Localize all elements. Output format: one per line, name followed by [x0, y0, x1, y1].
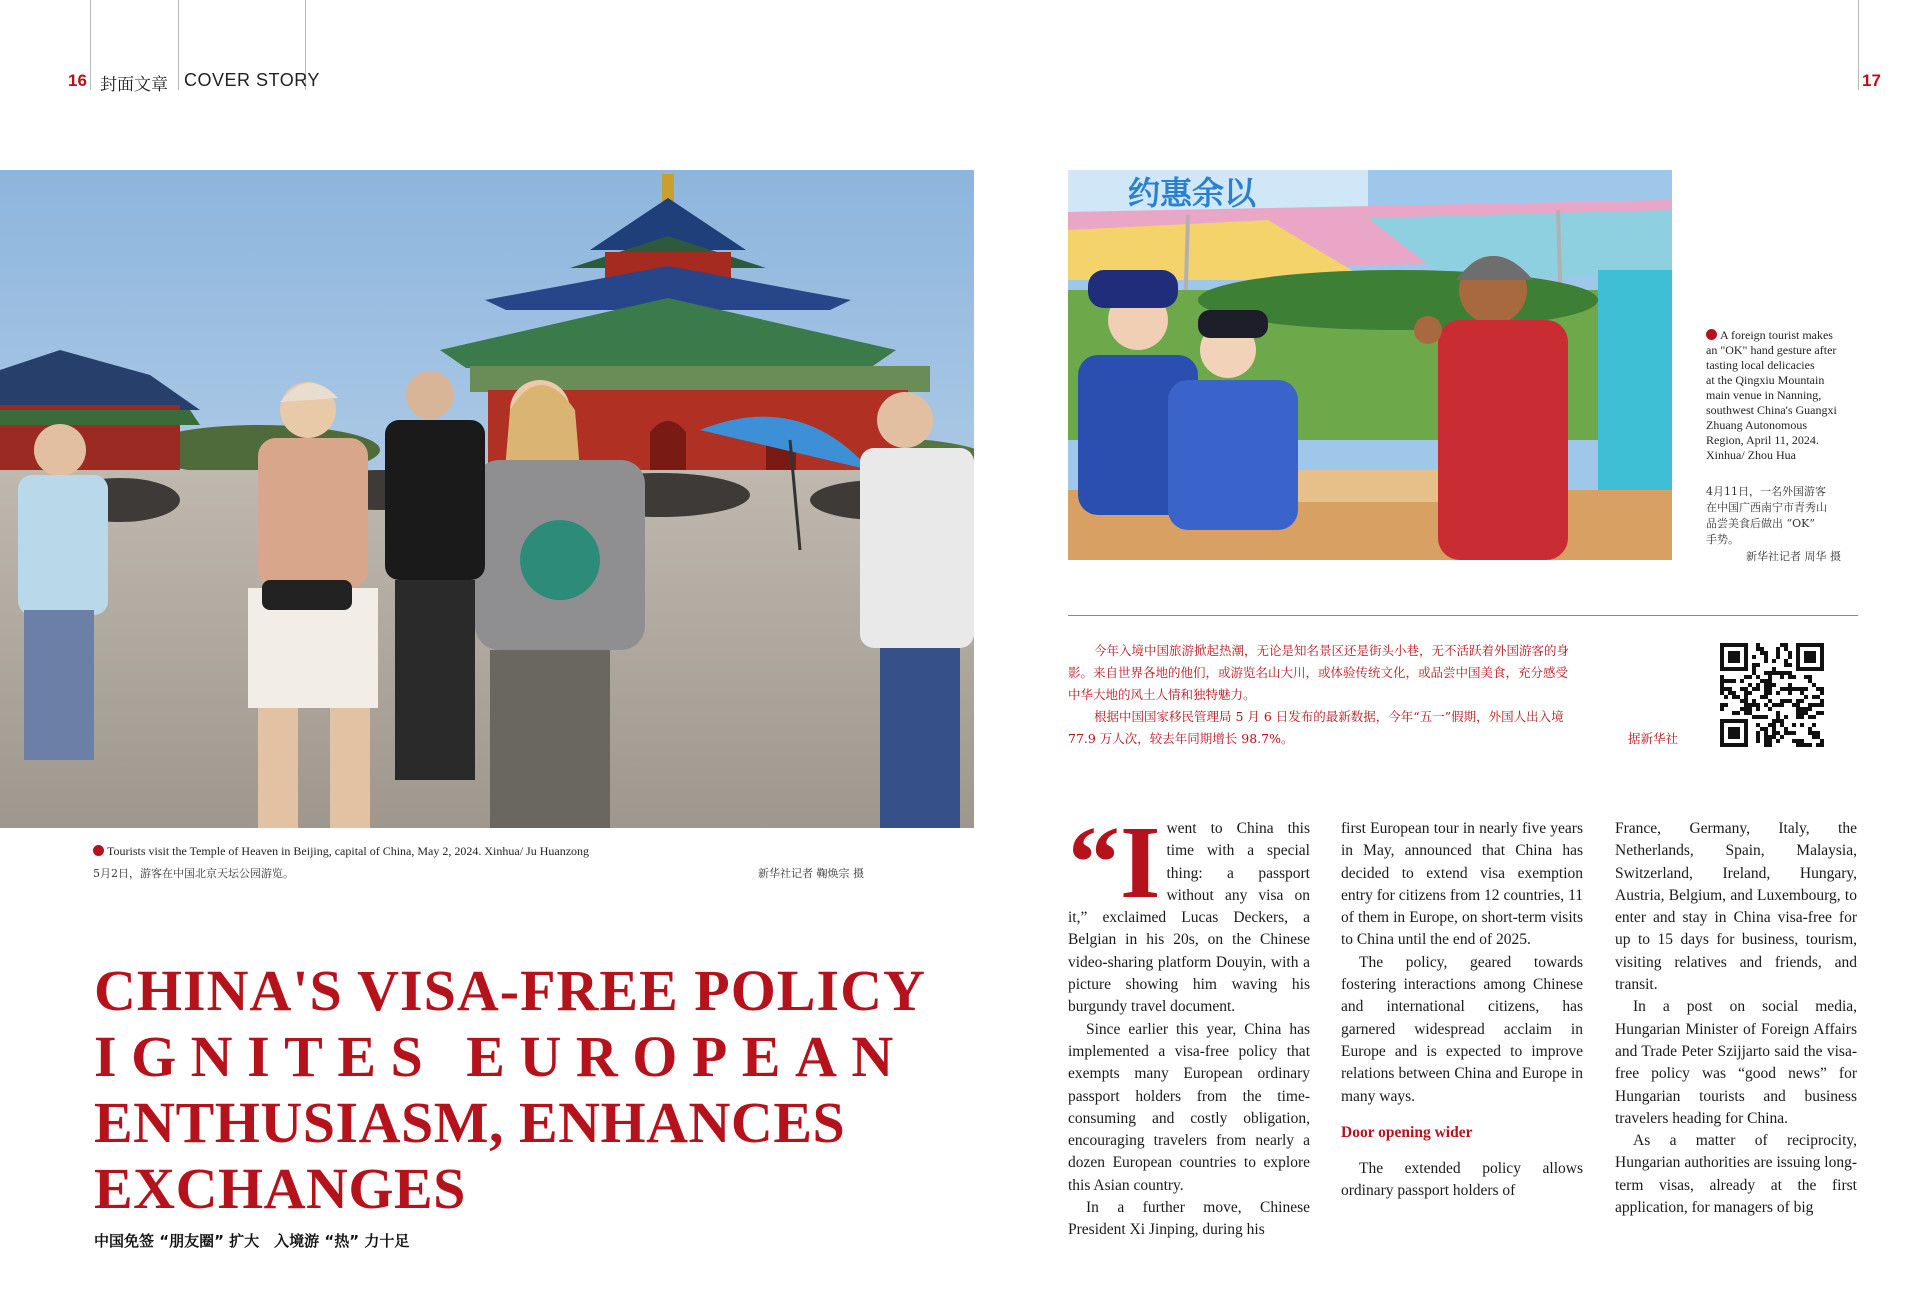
header-divider-page17	[1858, 0, 1859, 90]
article-col3-paragraph-3: As a matter of reciprocity, Hungarian authorities are issuing long-term visas, already at the first application, for managers of big	[1615, 1132, 1857, 1217]
right-caption-line-4: at the Qingxiu Mountain	[1706, 373, 1825, 387]
article-headline	[94, 958, 926, 1222]
left-page-number: 16	[68, 71, 87, 90]
photo-caption-bullet-icon	[93, 845, 104, 856]
intro-cn-line-5: 77.9 万人次，较去年同期增长 98.7%。 据新华社	[1068, 728, 1678, 750]
intro-cn-line-4: 根据中国国家移民管理局 5 月 6 日发布的最新数据，今年“五一”假期，外国人出入境	[1094, 709, 1564, 724]
intro-cn-line-3: 中华大地的风土人情和独特魅力。	[1068, 687, 1256, 702]
headline-line-4: EXCHANGES	[94, 1156, 466, 1221]
right-caption-cn-line-2: 在中国广西南宁市青秀山	[1706, 501, 1827, 514]
qr-code-icon	[1720, 643, 1824, 747]
article-col1-paragraph-3: In a further move, Chinese President Xi Jinping, during his	[1068, 1199, 1310, 1239]
right-caption-cn-line-3: 品尝美食后做出 “OK”	[1706, 517, 1815, 530]
right-caption-line-6: southwest China's Guangxi	[1706, 403, 1837, 417]
photo-caption-bullet-icon	[1706, 329, 1717, 340]
intro-cn-block	[1068, 640, 1678, 750]
drop-cap-quote: “	[1068, 805, 1120, 920]
qr-code[interactable]	[1720, 643, 1824, 747]
article-subtitle-cn: 中国免签 “朋友圈” 扩大 入境游 “热” 力十足	[94, 1232, 410, 1250]
article-col2-paragraph-3: The extended policy allows ordinary passport holders of	[1341, 1160, 1583, 1200]
market-sign-text: 约惠余以	[1128, 174, 1257, 212]
intro-cn-line-2: 影。来自世界各地的他们，或游览名山大川，或体验传统文化，或品尝中国美食，充分感受	[1068, 665, 1569, 680]
header-divider-mid	[178, 0, 179, 90]
right-page-number: 17	[1862, 71, 1881, 90]
right-caption-line-2: an "OK" hand gesture after	[1706, 343, 1837, 357]
right-caption-cn-line-1: 4月11日，一名外国游客	[1706, 485, 1826, 498]
right-caption-cn-line-4: 手势。	[1706, 533, 1739, 546]
drop-cap-letter: I	[1120, 805, 1161, 920]
headline-line-3: ENTHUSIASM, ENHANCES	[94, 1090, 846, 1155]
article-col2-paragraph-1: first European tour in nearly five years in May, announced that China has decided to extend visa exemption entry for citizens from 12 countries, 11 of them in Europe, on short-term visits to China until the end of 2025.	[1341, 820, 1583, 949]
right-caption-line-3: tasting local delicacies	[1706, 358, 1815, 372]
article-col3-paragraph-2: In a post on social media, Hungarian Minister of Foreign Affairs and Trade Peter Szijjarto said the visa-free policy was “good news” for Hungarian tourists and business travelers heading for China.	[1615, 998, 1857, 1127]
intro-divider	[1068, 615, 1858, 616]
section-title-cn: 封面文章	[100, 75, 168, 95]
right-caption-line-7: Zhuang Autonomous	[1706, 418, 1807, 432]
article-col3-paragraph-1: France, Germany, Italy, the Netherlands, Spain, Malaysia, Switzerland, Ireland, Hungary, Austria, Belgium, and Luxembourg, to enter and stay in China visa-free for up to 15 days for business, tourism, visiting relatives and friends, and transit.	[1615, 820, 1857, 994]
drop-cap	[1068, 805, 1161, 920]
temple-of-heaven-photo	[0, 170, 974, 828]
right-caption-line-5: main venue in Nanning,	[1706, 388, 1822, 402]
right-caption-line-1: A foreign tourist makes	[1706, 328, 1856, 343]
tourist-ok-gesture-photo	[1068, 170, 1672, 560]
article-column-1	[1068, 805, 1310, 1242]
section-title-en: COVER STORY	[184, 70, 320, 90]
right-photo-caption	[1706, 328, 1856, 463]
intro-cn-line-1: 今年入境中国旅游掀起热潮，无论是知名景区还是街头小巷，无不活跃着外国游客的身	[1094, 643, 1570, 658]
right-caption-line-9: Xinhua/ Zhou Hua	[1706, 448, 1796, 462]
article-col2-paragraph-2: The policy, geared towards fostering interactions among Chinese and international citizens, has garnered widespread acclaim in Europe and is expected to improve relations between China and Europe in many ways.	[1341, 953, 1583, 1105]
left-photo-caption	[93, 844, 693, 859]
headline-line-1: CHINA'S VISA-FREE POLICY	[94, 958, 926, 1023]
temple-photo-illustration	[0, 170, 974, 828]
headline-line-2: IGNITES EUROPEAN	[94, 1024, 908, 1089]
left-photo-caption-en: Tourists visit the Temple of Heaven in Beijing, capital of China, May 2, 2024. Xinhua/ Ju Huanzong	[107, 844, 590, 858]
right-caption-line-8: Region, April 11, 2024.	[1706, 433, 1819, 447]
article-column-2	[1341, 818, 1583, 1203]
intro-cn-source: 据新华社	[1627, 731, 1678, 746]
article-col1-paragraph-2: Since earlier this year, China has implemented a visa-free policy that exempts many European ordinary passport holders from the time-consuming and costly obligation, encouraging travelers from nearly a dozen European countries to explore this Asian country.	[1068, 1020, 1310, 1194]
left-photo-credit: 新华社记者 鞠焕宗 摄	[758, 867, 864, 880]
article-col1-paragraph-1: went to China this time with a special thing: a passport without any visa on it,” exclaimed Lucas Deckers, a Belgian in his 20s, on the Chinese video-sharing platform Douyin, with a picture showing him waving his burgundy travel document.	[1068, 820, 1310, 1016]
article-column-3	[1615, 818, 1857, 1219]
article-subheading: Door opening wider	[1341, 1123, 1473, 1141]
header-divider-left	[90, 0, 91, 90]
right-photo-caption-cn	[1706, 484, 1856, 548]
market-photo-illustration	[1068, 170, 1672, 560]
right-photo-credit: 新华社记者 周华 摄	[1746, 550, 1841, 563]
left-photo-caption-cn: 5月2日，游客在中国北京天坛公园游览。	[93, 867, 294, 880]
